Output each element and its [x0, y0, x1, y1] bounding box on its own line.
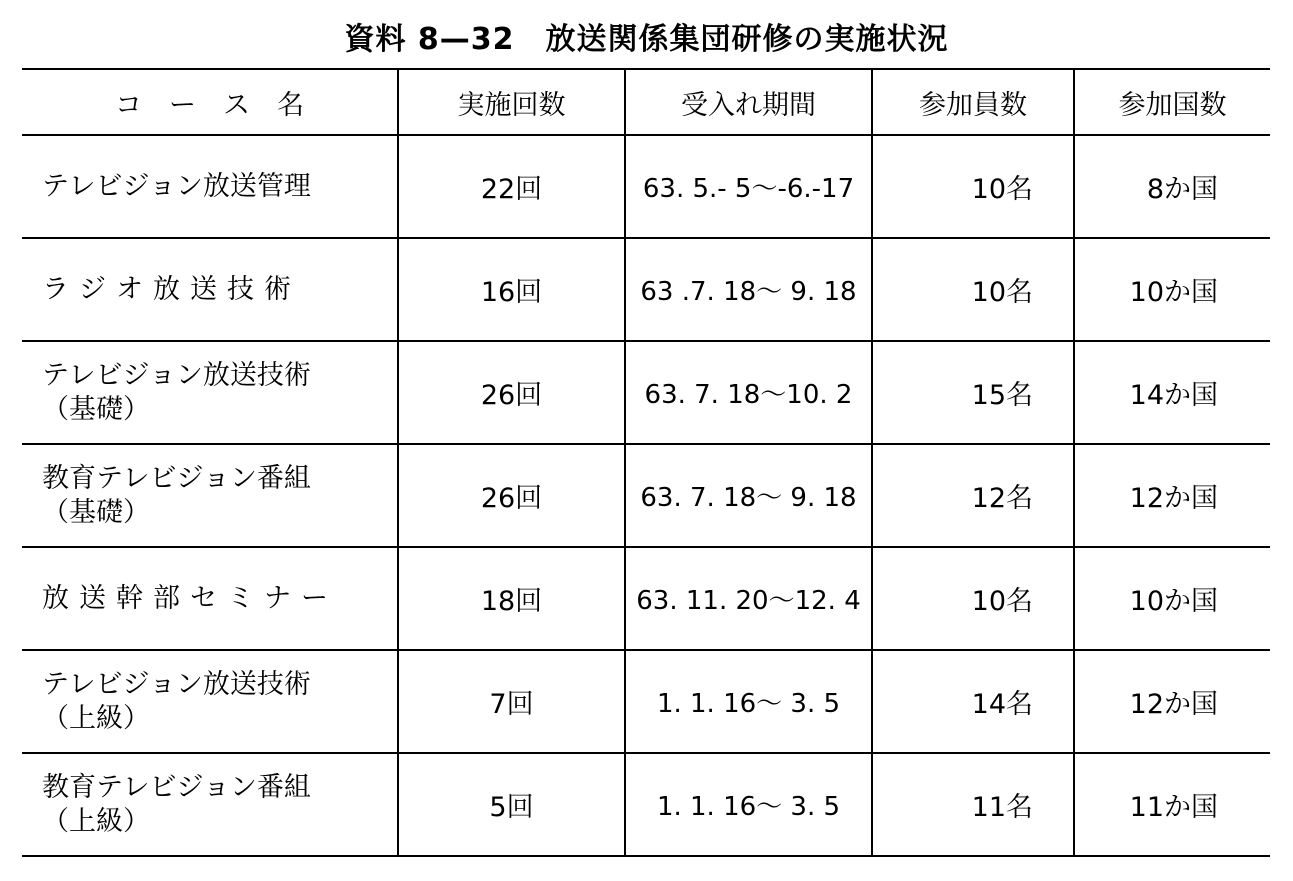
period-cell: 63. 5.- 5～-6.-17	[625, 135, 872, 238]
document-title: 資料 8—32 放送関係集団研修の実施状況	[344, 22, 949, 57]
table-row	[22, 135, 1270, 238]
course-name: テレビジョン放送管理	[42, 170, 311, 202]
countries-cell: 10か国	[1074, 547, 1270, 650]
times-cell: 22回	[398, 135, 625, 238]
course-name-cell	[22, 650, 398, 753]
course-name-cell	[22, 547, 398, 650]
table-row	[22, 444, 1270, 547]
training-table	[22, 68, 1270, 857]
header-times: 実施回数	[398, 69, 625, 135]
participants-cell: 10名	[872, 135, 1074, 238]
period-cell: 1. 1. 16～ 3. 5	[625, 753, 872, 856]
times-cell: 26回	[398, 444, 625, 547]
countries-cell: 12か国	[1074, 444, 1270, 547]
participants-cell: 14名	[872, 650, 1074, 753]
participants-cell: 10名	[872, 238, 1074, 341]
header-countries: 参加国数	[1074, 69, 1270, 135]
participants-cell: 11名	[872, 753, 1074, 856]
course-name-cell	[22, 444, 398, 547]
period-cell: 63. 11. 20～12. 4	[625, 547, 872, 650]
course-level: （基礎）	[42, 496, 150, 528]
header-course-name: コ ー ス 名	[22, 69, 398, 135]
countries-cell: 8か国	[1074, 135, 1270, 238]
countries-cell: 14か国	[1074, 341, 1270, 444]
participants-cell: 15名	[872, 341, 1074, 444]
course-name: 教育テレビジョン番組	[42, 771, 311, 803]
countries-cell: 10か国	[1074, 238, 1270, 341]
period-cell: 63 .7. 18～ 9. 18	[625, 238, 872, 341]
course-name: 放送幹部セミナー	[42, 582, 338, 614]
table-row	[22, 650, 1270, 753]
course-name-cell	[22, 753, 398, 856]
course-name: ラジオ放送技術	[42, 273, 301, 305]
header-period: 受入れ期間	[625, 69, 872, 135]
course-level: （上級）	[42, 805, 150, 837]
times-cell: 7回	[398, 650, 625, 753]
table-row	[22, 547, 1270, 650]
times-cell: 18回	[398, 547, 625, 650]
course-name-cell	[22, 341, 398, 444]
period-cell: 63. 7. 18～10. 2	[625, 341, 872, 444]
countries-cell: 11か国	[1074, 753, 1270, 856]
times-cell: 16回	[398, 238, 625, 341]
course-name-cell	[22, 135, 398, 238]
times-cell: 26回	[398, 341, 625, 444]
times-cell: 5回	[398, 753, 625, 856]
course-level: （上級）	[42, 702, 150, 734]
period-cell: 63. 7. 18～ 9. 18	[625, 444, 872, 547]
header-participants: 参加員数	[872, 69, 1074, 135]
course-name-cell	[22, 238, 398, 341]
course-level: （基礎）	[42, 393, 150, 425]
table-header-row	[22, 69, 1270, 135]
course-name: テレビジョン放送技術	[42, 359, 311, 391]
course-name: テレビジョン放送技術	[42, 668, 311, 700]
period-cell: 1. 1. 16～ 3. 5	[625, 650, 872, 753]
table-row	[22, 341, 1270, 444]
table-row	[22, 238, 1270, 341]
participants-cell: 12名	[872, 444, 1074, 547]
countries-cell: 12か国	[1074, 650, 1270, 753]
table-row	[22, 753, 1270, 856]
participants-cell: 10名	[872, 547, 1074, 650]
course-name: 教育テレビジョン番組	[42, 462, 311, 494]
